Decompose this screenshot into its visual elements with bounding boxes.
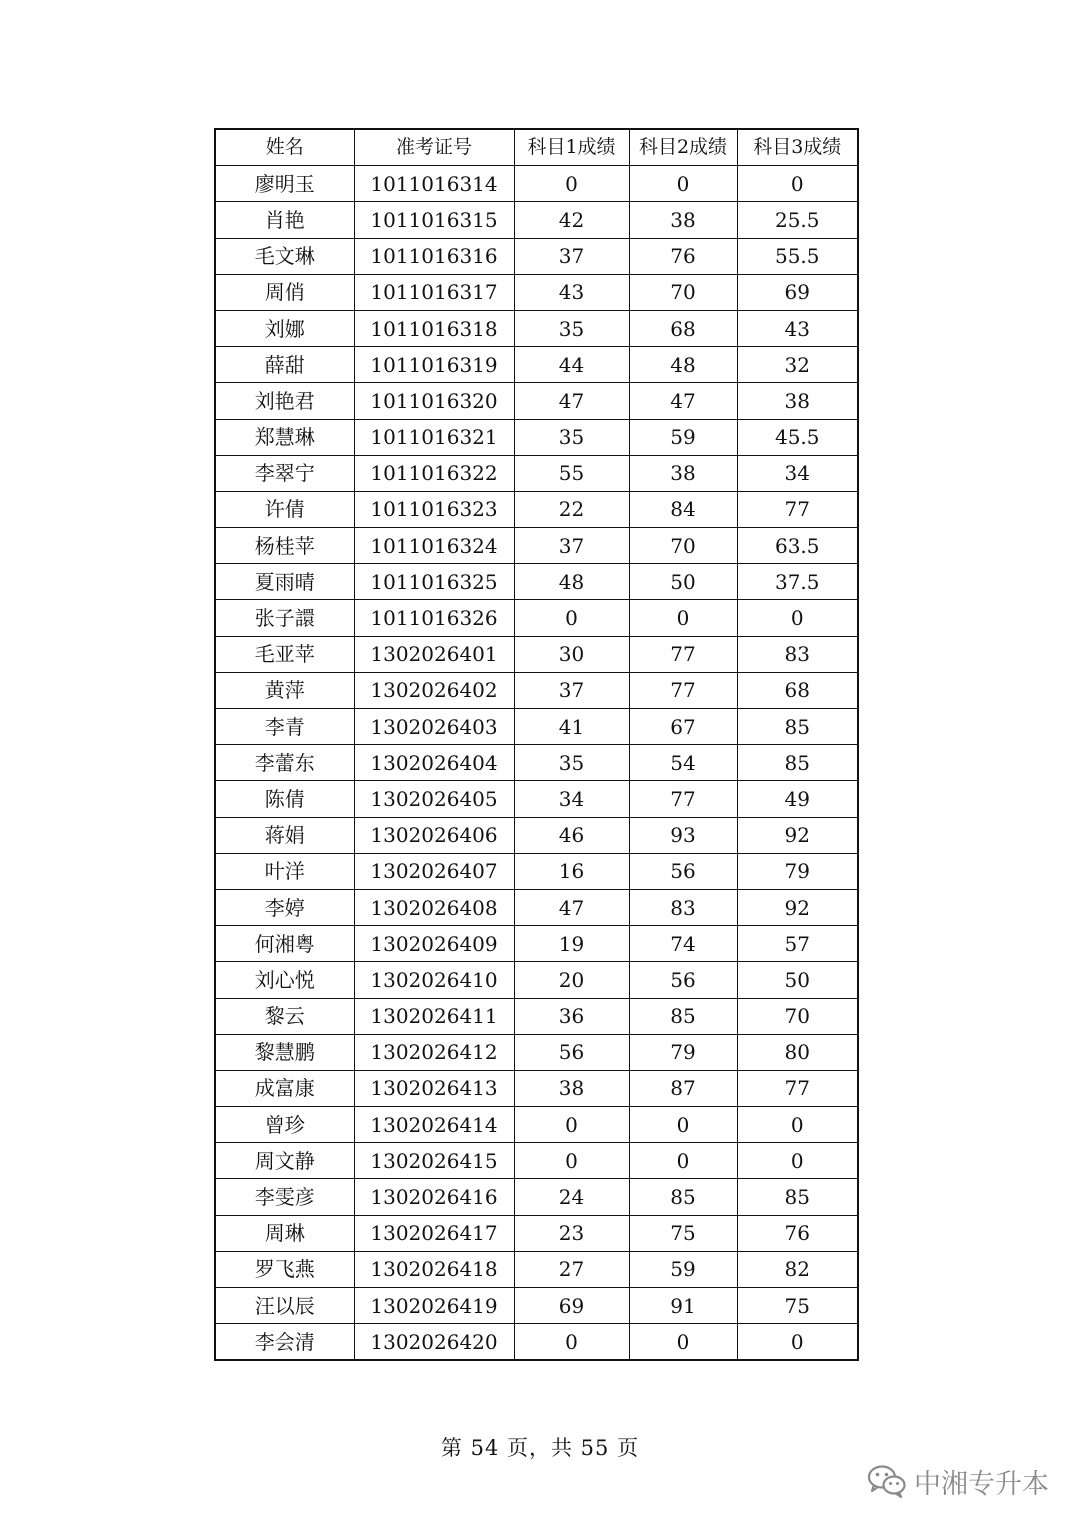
cell-subject3: 32: [737, 347, 858, 383]
cell-exam-id: 1302026411: [354, 998, 514, 1034]
watermark-text: 中湘专升本: [914, 1468, 1049, 1500]
table-row: [215, 202, 858, 238]
cell-subject3: 45.5: [737, 419, 858, 455]
table-row: [215, 564, 858, 600]
cell-exam-id: 1302026417: [354, 1215, 514, 1251]
cell-subject2: 84: [629, 491, 737, 527]
cell-subject1: 36: [514, 998, 629, 1034]
table-row: [215, 962, 858, 998]
cell-subject3: 43: [737, 310, 858, 346]
cell-subject1: 37: [514, 528, 629, 564]
cell-subject2: 56: [629, 962, 737, 998]
cell-subject2: 87: [629, 1070, 737, 1106]
table-row: [215, 528, 858, 564]
table-row: [215, 238, 858, 274]
table-row: [215, 1215, 858, 1251]
score-table: [214, 128, 859, 1361]
table-row: [215, 310, 858, 346]
cell-name: 李翠宁: [215, 455, 354, 491]
cell-subject1: 47: [514, 889, 629, 925]
cell-name: 周俏: [215, 274, 354, 310]
table-row: [215, 455, 858, 491]
cell-subject1: 35: [514, 310, 629, 346]
cell-subject1: 27: [514, 1251, 629, 1287]
table-row: [215, 781, 858, 817]
cell-subject2: 76: [629, 238, 737, 274]
cell-subject3: 38: [737, 383, 858, 419]
cell-name: 夏雨晴: [215, 564, 354, 600]
table-row: [215, 709, 858, 745]
cell-name: 刘心悦: [215, 962, 354, 998]
cell-exam-id: 1302026408: [354, 889, 514, 925]
cell-subject2: 77: [629, 672, 737, 708]
cell-exam-id: 1302026410: [354, 962, 514, 998]
cell-subject1: 43: [514, 274, 629, 310]
cell-subject2: 0: [629, 1324, 737, 1361]
cell-subject2: 70: [629, 528, 737, 564]
cell-subject1: 30: [514, 636, 629, 672]
cell-name: 郑慧琳: [215, 419, 354, 455]
cell-name: 黎慧鹏: [215, 1034, 354, 1070]
cell-subject3: 85: [737, 745, 858, 781]
table-row: [215, 998, 858, 1034]
cell-name: 蒋娟: [215, 817, 354, 853]
cell-exam-id: 1302026409: [354, 926, 514, 962]
table-row: [215, 1288, 858, 1324]
cell-subject1: 16: [514, 853, 629, 889]
cell-subject1: 35: [514, 419, 629, 455]
cell-name: 叶洋: [215, 853, 354, 889]
cell-name: 毛文琳: [215, 238, 354, 274]
cell-name: 周文静: [215, 1143, 354, 1179]
cell-subject2: 85: [629, 1179, 737, 1215]
cell-subject2: 48: [629, 347, 737, 383]
cell-subject3: 57: [737, 926, 858, 962]
cell-subject1: 20: [514, 962, 629, 998]
header-subject1: 科目1成绩: [514, 129, 629, 166]
cell-subject2: 83: [629, 889, 737, 925]
cell-name: 黄萍: [215, 672, 354, 708]
cell-subject3: 0: [737, 166, 858, 202]
cell-exam-id: 1302026419: [354, 1288, 514, 1324]
cell-exam-id: 1011016319: [354, 347, 514, 383]
cell-subject3: 77: [737, 491, 858, 527]
cell-exam-id: 1011016325: [354, 564, 514, 600]
cell-exam-id: 1302026414: [354, 1107, 514, 1143]
cell-subject2: 59: [629, 419, 737, 455]
header-exam-id: 准考证号: [354, 129, 514, 166]
cell-subject1: 55: [514, 455, 629, 491]
cell-subject1: 35: [514, 745, 629, 781]
cell-subject3: 82: [737, 1251, 858, 1287]
cell-exam-id: 1302026402: [354, 672, 514, 708]
cell-subject2: 67: [629, 709, 737, 745]
cell-subject1: 38: [514, 1070, 629, 1106]
cell-subject2: 0: [629, 166, 737, 202]
cell-exam-id: 1011016314: [354, 166, 514, 202]
cell-name: 何湘粤: [215, 926, 354, 962]
cell-name: 汪以辰: [215, 1288, 354, 1324]
cell-subject1: 46: [514, 817, 629, 853]
table-row: [215, 491, 858, 527]
cell-subject3: 0: [737, 1107, 858, 1143]
cell-name: 杨桂苹: [215, 528, 354, 564]
cell-exam-id: 1011016318: [354, 310, 514, 346]
cell-subject2: 38: [629, 202, 737, 238]
cell-subject1: 0: [514, 1324, 629, 1361]
cell-subject2: 47: [629, 383, 737, 419]
cell-subject2: 77: [629, 781, 737, 817]
cell-subject1: 0: [514, 600, 629, 636]
cell-subject2: 74: [629, 926, 737, 962]
cell-subject2: 59: [629, 1251, 737, 1287]
cell-subject1: 19: [514, 926, 629, 962]
cell-exam-id: 1302026413: [354, 1070, 514, 1106]
cell-subject3: 85: [737, 1179, 858, 1215]
cell-subject3: 92: [737, 817, 858, 853]
page-number: 第 54 页，共 55 页: [440, 1436, 640, 1460]
table-row: [215, 166, 858, 202]
table-row: [215, 600, 858, 636]
cell-name: 李蕾东: [215, 745, 354, 781]
table-row: [215, 419, 858, 455]
cell-name: 陈倩: [215, 781, 354, 817]
cell-subject2: 0: [629, 1143, 737, 1179]
cell-subject3: 85: [737, 709, 858, 745]
cell-exam-id: 1011016315: [354, 202, 514, 238]
cell-subject1: 0: [514, 1107, 629, 1143]
cell-name: 李会清: [215, 1324, 354, 1361]
cell-name: 刘娜: [215, 310, 354, 346]
cell-name: 肖艳: [215, 202, 354, 238]
table-row: [215, 1070, 858, 1106]
cell-name: 成富康: [215, 1070, 354, 1106]
cell-subject1: 22: [514, 491, 629, 527]
cell-subject3: 77: [737, 1070, 858, 1106]
cell-subject1: 37: [514, 672, 629, 708]
cell-subject3: 69: [737, 274, 858, 310]
cell-subject1: 69: [514, 1288, 629, 1324]
cell-subject3: 79: [737, 853, 858, 889]
header-name: 姓名: [215, 129, 354, 166]
watermark: [866, 1458, 1049, 1504]
cell-subject2: 0: [629, 600, 737, 636]
cell-exam-id: 1302026403: [354, 709, 514, 745]
cell-subject2: 77: [629, 636, 737, 672]
cell-exam-id: 1011016322: [354, 455, 514, 491]
cell-subject1: 48: [514, 564, 629, 600]
cell-subject1: 47: [514, 383, 629, 419]
cell-exam-id: 1302026416: [354, 1179, 514, 1215]
cell-subject2: 68: [629, 310, 737, 346]
cell-name: 薛甜: [215, 347, 354, 383]
cell-subject2: 93: [629, 817, 737, 853]
cell-name: 李青: [215, 709, 354, 745]
table-row: [215, 1324, 858, 1361]
cell-subject2: 38: [629, 455, 737, 491]
cell-subject3: 55.5: [737, 238, 858, 274]
cell-exam-id: 1302026401: [354, 636, 514, 672]
cell-name: 张子譞: [215, 600, 354, 636]
cell-subject3: 25.5: [737, 202, 858, 238]
cell-name: 罗飞燕: [215, 1251, 354, 1287]
cell-subject1: 42: [514, 202, 629, 238]
header-subject3: 科目3成绩: [737, 129, 858, 166]
table-row: [215, 926, 858, 962]
cell-exam-id: 1302026418: [354, 1251, 514, 1287]
cell-subject3: 63.5: [737, 528, 858, 564]
cell-exam-id: 1302026412: [354, 1034, 514, 1070]
table-row: [215, 274, 858, 310]
cell-exam-id: 1302026415: [354, 1143, 514, 1179]
cell-exam-id: 1011016321: [354, 419, 514, 455]
cell-subject3: 76: [737, 1215, 858, 1251]
cell-name: 刘艳君: [215, 383, 354, 419]
table-row: [215, 1107, 858, 1143]
cell-exam-id: 1011016326: [354, 600, 514, 636]
cell-name: 李雯彦: [215, 1179, 354, 1215]
table-body: [215, 166, 858, 1361]
cell-subject3: 83: [737, 636, 858, 672]
cell-name: 许倩: [215, 491, 354, 527]
cell-subject2: 85: [629, 998, 737, 1034]
header-subject2: 科目2成绩: [629, 129, 737, 166]
cell-name: 曾珍: [215, 1107, 354, 1143]
cell-subject1: 56: [514, 1034, 629, 1070]
cell-subject3: 0: [737, 1324, 858, 1361]
table-row: [215, 817, 858, 853]
cell-subject2: 79: [629, 1034, 737, 1070]
table-row: [215, 636, 858, 672]
cell-subject2: 91: [629, 1288, 737, 1324]
cell-subject3: 80: [737, 1034, 858, 1070]
cell-subject1: 0: [514, 1143, 629, 1179]
cell-exam-id: 1011016317: [354, 274, 514, 310]
cell-subject3: 92: [737, 889, 858, 925]
cell-subject2: 54: [629, 745, 737, 781]
table-row: [215, 1179, 858, 1215]
cell-exam-id: 1302026407: [354, 853, 514, 889]
cell-subject3: 34: [737, 455, 858, 491]
table-row: [215, 889, 858, 925]
cell-subject1: 23: [514, 1215, 629, 1251]
cell-subject3: 70: [737, 998, 858, 1034]
cell-subject1: 37: [514, 238, 629, 274]
table-row: [215, 1251, 858, 1287]
cell-subject3: 0: [737, 1143, 858, 1179]
cell-exam-id: 1302026404: [354, 745, 514, 781]
table-row: [215, 383, 858, 419]
cell-name: 李婷: [215, 889, 354, 925]
cell-subject3: 0: [737, 600, 858, 636]
cell-subject1: 44: [514, 347, 629, 383]
table-row: [215, 672, 858, 708]
cell-subject1: 34: [514, 781, 629, 817]
table-row: [215, 1143, 858, 1179]
cell-subject2: 56: [629, 853, 737, 889]
cell-subject3: 49: [737, 781, 858, 817]
cell-name: 黎云: [215, 998, 354, 1034]
cell-subject2: 70: [629, 274, 737, 310]
cell-exam-id: 1302026406: [354, 817, 514, 853]
cell-name: 周琳: [215, 1215, 354, 1251]
cell-exam-id: 1011016320: [354, 383, 514, 419]
cell-exam-id: 1011016323: [354, 491, 514, 527]
cell-subject2: 50: [629, 564, 737, 600]
cell-subject2: 0: [629, 1107, 737, 1143]
cell-subject1: 0: [514, 166, 629, 202]
cell-name: 廖明玉: [215, 166, 354, 202]
table-header: [215, 129, 858, 166]
table-row: [215, 853, 858, 889]
cell-subject1: 24: [514, 1179, 629, 1215]
cell-subject3: 37.5: [737, 564, 858, 600]
cell-name: 毛亚苹: [215, 636, 354, 672]
cell-subject1: 41: [514, 709, 629, 745]
table-row: [215, 745, 858, 781]
cell-exam-id: 1302026405: [354, 781, 514, 817]
cell-exam-id: 1011016324: [354, 528, 514, 564]
header-row: [215, 129, 858, 166]
cell-subject3: 75: [737, 1288, 858, 1324]
wechat-icon: [866, 1463, 908, 1499]
cell-subject2: 75: [629, 1215, 737, 1251]
table-row: [215, 1034, 858, 1070]
cell-exam-id: 1011016316: [354, 238, 514, 274]
cell-exam-id: 1302026420: [354, 1324, 514, 1361]
cell-subject3: 68: [737, 672, 858, 708]
cell-subject3: 50: [737, 962, 858, 998]
table-row: [215, 347, 858, 383]
